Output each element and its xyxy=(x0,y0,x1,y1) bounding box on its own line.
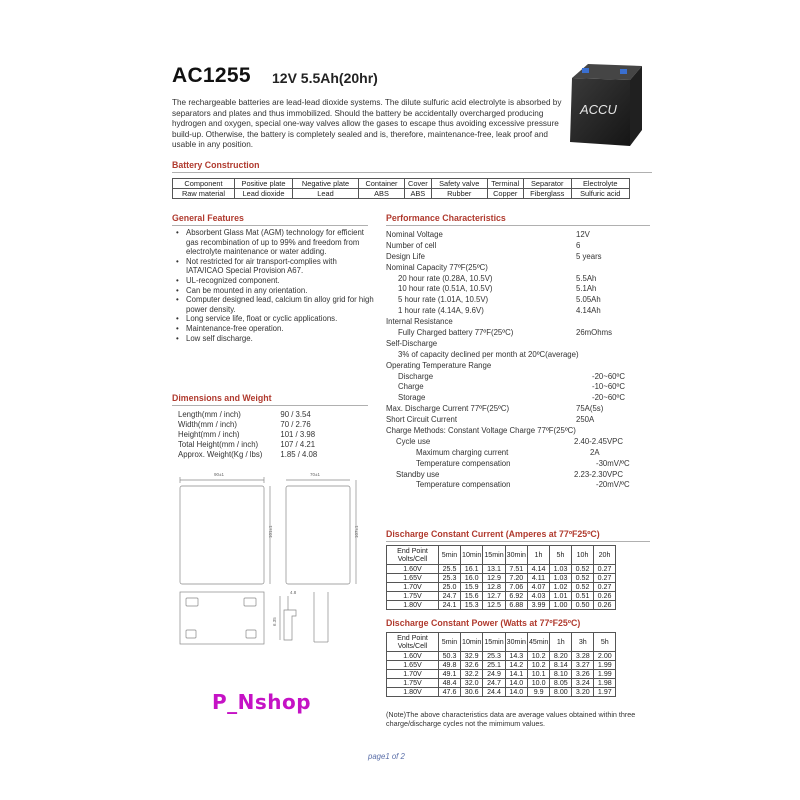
dimensions-title: Dimensions and Weight xyxy=(172,393,272,403)
discharge-value-cell: 32.2 xyxy=(461,670,483,679)
discharge-value-cell: 4.11 xyxy=(527,574,549,583)
dimension-value: 70 / 2.76 xyxy=(280,420,311,429)
performance-row xyxy=(386,241,646,252)
depth-dim-label: 70±1 xyxy=(310,472,320,477)
construction-header-cell: Separator xyxy=(523,179,571,189)
discharge-value-cell: 0.26 xyxy=(593,592,615,601)
features-title: General Features xyxy=(172,213,244,223)
discharge-value-cell: 8.00 xyxy=(550,688,572,697)
shop-watermark: P_Nshop xyxy=(212,690,312,714)
discharge-column-header: 1h xyxy=(550,633,572,652)
dimension-row xyxy=(178,410,317,420)
construction-header-cell: Component xyxy=(173,179,235,189)
performance-row xyxy=(386,470,646,481)
discharge-value-cell: 3.24 xyxy=(572,679,594,688)
performance-value: 2A xyxy=(590,447,600,457)
dimension-label: Width(mm / inch) xyxy=(178,420,237,429)
performance-label: Maximum charging current xyxy=(416,447,509,457)
discharge-value-cell: 14.0 xyxy=(505,679,527,688)
performance-label: Temperature compensation xyxy=(416,458,511,468)
construction-header-cell: Safety valve xyxy=(431,179,487,189)
discharge-value-cell: 24.1 xyxy=(439,601,461,610)
discharge-value-cell: 3.27 xyxy=(572,661,594,670)
discharge-row xyxy=(387,574,616,583)
performance-value: -20mV/ºC xyxy=(596,480,630,490)
performance-value: 2.40-2.45VPC xyxy=(574,436,623,446)
discharge-value-cell: 10.1 xyxy=(527,670,549,679)
performance-label: Design Life xyxy=(386,251,426,261)
feature-item: • Can be mounted in any orientation. xyxy=(176,286,376,296)
performance-value: -30mV/ºC xyxy=(596,458,630,468)
discharge-column-header: 5min xyxy=(439,633,461,652)
performance-row xyxy=(386,295,646,306)
discharge-value-cell: 4.03 xyxy=(527,592,549,601)
discharge-value-cell: 0.51 xyxy=(571,592,593,601)
discharge-row xyxy=(387,688,616,697)
discharge-value-cell: 0.52 xyxy=(571,565,593,574)
performance-label: Cycle use xyxy=(396,436,431,446)
performance-label: Fully Charged battery 77ºF(25ºC) xyxy=(398,328,514,338)
performance-row xyxy=(386,274,646,285)
performance-row xyxy=(386,350,646,361)
feature-item: • Computer designed lead, calcium tin alloy grid for high power density. xyxy=(176,295,376,314)
construction-title: Battery Construction xyxy=(172,160,260,170)
feature-item: • Not restricted for air transport-complies with IATA/ICAO Special Provision A67. xyxy=(176,257,376,276)
construction-value-cell: ABS xyxy=(405,189,432,199)
feature-item: • Absorbent Glass Mat (AGM) technology for efficient gas recombination of up to 99% and freedom from electrolyte maintenance or water adding. xyxy=(176,228,376,257)
construction-table xyxy=(172,178,630,199)
page-indicator: page1 of 2 xyxy=(368,752,405,761)
dimension-row xyxy=(178,450,317,460)
discharge-value-cell: 25.5 xyxy=(439,565,461,574)
features-list xyxy=(176,228,376,343)
performance-row xyxy=(386,382,646,393)
discharge-power-title: Discharge Constant Power (Watts at 77ºF25ºC) xyxy=(386,618,581,628)
discharge-value-cell: 14.2 xyxy=(505,661,527,670)
performance-title: Performance Characteristics xyxy=(386,213,506,223)
discharge-value-cell: 16.0 xyxy=(461,574,483,583)
performance-value: 5.05Ah xyxy=(576,295,601,305)
performance-value: -20~60ºC xyxy=(592,393,625,403)
model-spec: 12V 5.5Ah(20hr) xyxy=(272,70,378,86)
height-dim-label-1: 101±1 xyxy=(268,525,273,538)
discharge-value-cell: 1.00 xyxy=(549,601,571,610)
performance-label: Discharge xyxy=(398,371,434,381)
construction-header-cell: Terminal xyxy=(487,179,523,189)
discharge-value-cell: 0.27 xyxy=(593,565,615,574)
discharge-column-header: 1h xyxy=(527,546,549,565)
feature-item: • Low self discharge. xyxy=(176,334,376,344)
performance-label: Self-Discharge xyxy=(386,338,438,348)
performance-label: Max. Discharge Current 77ºF(25ºC) xyxy=(386,404,510,414)
dimension-value: 107 / 4.21 xyxy=(280,440,316,449)
discharge-voltage-cell: 1.65V xyxy=(387,574,439,583)
performance-row xyxy=(386,404,646,415)
discharge-value-cell: 2.00 xyxy=(594,652,616,661)
performance-label: Charge xyxy=(398,382,424,392)
discharge-column-header: 5min xyxy=(439,546,461,565)
dimensions-table xyxy=(178,410,317,460)
performance-value: 6 xyxy=(576,240,581,250)
technical-drawing xyxy=(170,466,370,656)
discharge-row xyxy=(387,565,616,574)
discharge-value-cell: 7.20 xyxy=(505,574,527,583)
discharge-value-cell: 4.07 xyxy=(527,583,549,592)
dimension-label: Height(mm / inch) xyxy=(178,430,240,439)
feature-item: • Long service life, float or cyclic applications. xyxy=(176,314,376,324)
discharge-value-cell: 15.6 xyxy=(461,592,483,601)
feature-item: • Maintenance-free operation. xyxy=(176,324,376,334)
discharge-column-header: 10min xyxy=(461,633,483,652)
discharge-value-cell: 24.4 xyxy=(483,688,505,697)
performance-value: 26mOhms xyxy=(576,328,612,338)
performance-value: 2.23-2.30VPC xyxy=(574,469,623,479)
performance-row xyxy=(386,448,646,459)
construction-value-cell: Fiberglass xyxy=(523,189,571,199)
performance-label: Internal Resistance xyxy=(386,317,453,327)
discharge-value-cell: 7.06 xyxy=(505,583,527,592)
discharge-row xyxy=(387,661,616,670)
performance-label: 20 hour rate (0.28A, 10.5V) xyxy=(398,273,493,283)
discharge-value-cell: 14.3 xyxy=(505,652,527,661)
discharge-value-cell: 3.20 xyxy=(572,688,594,697)
discharge-value-cell: 47.6 xyxy=(439,688,461,697)
performance-row xyxy=(386,437,646,448)
performance-row xyxy=(386,328,646,339)
discharge-value-cell: 1.03 xyxy=(549,574,571,583)
performance-value: 250A xyxy=(576,415,595,425)
performance-value: 5.1Ah xyxy=(576,284,597,294)
performance-label: Nominal Capacity 77ºF(25ºC) xyxy=(386,262,488,272)
discharge-value-cell: 32.9 xyxy=(461,652,483,661)
performance-row xyxy=(386,459,646,470)
discharge-value-cell: 12.7 xyxy=(483,592,505,601)
construction-value-cell: Lead xyxy=(293,189,359,199)
discharge-value-cell: 3.99 xyxy=(527,601,549,610)
performance-rule xyxy=(386,225,650,226)
performance-row xyxy=(386,480,646,491)
performance-label: Temperature compensation xyxy=(416,480,511,490)
discharge-value-cell: 25.0 xyxy=(439,583,461,592)
dimension-row xyxy=(178,440,317,450)
discharge-current-rule xyxy=(386,541,650,542)
discharge-value-cell: 1.98 xyxy=(594,679,616,688)
discharge-value-cell: 0.27 xyxy=(593,574,615,583)
discharge-value-cell: 0.52 xyxy=(571,583,593,592)
dimension-label: Total Height(mm / inch) xyxy=(178,440,259,449)
discharge-row xyxy=(387,592,616,601)
discharge-value-cell: 1.02 xyxy=(549,583,571,592)
discharge-value-cell: 32.0 xyxy=(461,679,483,688)
discharge-value-cell: 1.03 xyxy=(549,565,571,574)
feature-item: • UL-recognized component. xyxy=(176,276,376,286)
performance-row xyxy=(386,230,646,241)
discharge-value-cell: 15.3 xyxy=(461,601,483,610)
construction-value-cell: Rubber xyxy=(431,189,487,199)
discharge-corner-cell: End Point Volts/Cell xyxy=(387,546,439,565)
performance-value: 12V xyxy=(576,230,590,239)
discharge-column-header: 5h xyxy=(549,546,571,565)
features-rule xyxy=(172,225,368,226)
performance-label: Standby use xyxy=(396,469,440,479)
dimension-value: 101 / 3.98 xyxy=(280,430,316,439)
discharge-column-header: 15min xyxy=(483,633,505,652)
discharge-value-cell: 30.6 xyxy=(461,688,483,697)
discharge-value-cell: 6.92 xyxy=(505,592,527,601)
performance-value: 4.14Ah xyxy=(576,306,601,316)
discharge-value-cell: 6.88 xyxy=(505,601,527,610)
dimension-value: 1.85 / 4.08 xyxy=(280,450,318,459)
discharge-value-cell: 10.2 xyxy=(527,652,549,661)
construction-header-cell: Positive plate xyxy=(235,179,293,189)
discharge-value-cell: 10.2 xyxy=(527,661,549,670)
discharge-value-cell: 1.99 xyxy=(594,661,616,670)
discharge-current-title: Discharge Constant Current (Amperes at 77ºF25ºC) xyxy=(386,529,600,539)
terminal-dim-label-1: 4.8 xyxy=(290,590,297,595)
dimensions-rule xyxy=(172,405,368,406)
discharge-column-header: 10min xyxy=(461,546,483,565)
performance-row xyxy=(386,306,646,317)
construction-value-cell: Copper xyxy=(487,189,523,199)
discharge-value-cell: 0.26 xyxy=(593,601,615,610)
discharge-value-cell: 1.99 xyxy=(594,670,616,679)
construction-header-cell: Cover xyxy=(405,179,432,189)
battery-label: ACCU xyxy=(580,102,617,117)
discharge-value-cell: 16.1 xyxy=(461,565,483,574)
discharge-value-cell: 10.0 xyxy=(527,679,549,688)
discharge-value-cell: 15.9 xyxy=(461,583,483,592)
discharge-column-header: 30min xyxy=(505,546,527,565)
performance-label: Charge Methods: Constant Voltage Charge 77ºF(25ºC) xyxy=(386,426,576,436)
performance-row xyxy=(386,252,646,263)
discharge-column-header: 15min xyxy=(483,546,505,565)
construction-value-cell: ABS xyxy=(359,189,405,199)
discharge-column-header: 5h xyxy=(594,633,616,652)
discharge-value-cell: 1.97 xyxy=(594,688,616,697)
construction-value-cell: Lead dioxide xyxy=(235,189,293,199)
discharge-value-cell: 49.8 xyxy=(439,661,461,670)
discharge-column-header: 45min xyxy=(527,633,549,652)
performance-value: -10~60ºC xyxy=(592,382,625,392)
dimension-label: Approx. Weight(Kg / lbs) xyxy=(178,450,263,459)
discharge-value-cell: 3.28 xyxy=(572,652,594,661)
performance-label: 10 hour rate (0.51A, 10.5V) xyxy=(398,284,493,294)
discharge-column-header: 30min xyxy=(505,633,527,652)
performance-row xyxy=(386,263,646,274)
discharge-value-cell: 32.6 xyxy=(461,661,483,670)
performance-label: Nominal Voltage xyxy=(386,230,443,239)
discharge-value-cell: 0.27 xyxy=(593,583,615,592)
discharge-row xyxy=(387,652,616,661)
construction-header-cell: Electrolyte xyxy=(571,179,629,189)
discharge-voltage-cell: 1.65V xyxy=(387,661,439,670)
performance-list xyxy=(386,230,646,491)
performance-value: 5 years xyxy=(576,251,602,261)
discharge-voltage-cell: 1.80V xyxy=(387,601,439,610)
discharge-row xyxy=(387,601,616,610)
performance-label: Operating Temperature Range xyxy=(386,360,492,370)
discharge-value-cell: 50.3 xyxy=(439,652,461,661)
width-dim-label: 90±1 xyxy=(214,472,224,477)
discharge-value-cell: 14.0 xyxy=(505,688,527,697)
discharge-value-cell: 3.26 xyxy=(572,670,594,679)
discharge-header-row xyxy=(387,546,616,565)
discharge-value-cell: 25.1 xyxy=(483,661,505,670)
construction-header-cell: Container xyxy=(359,179,405,189)
discharge-power-table xyxy=(386,632,616,697)
performance-label: Storage xyxy=(398,393,426,403)
performance-row xyxy=(386,415,646,426)
discharge-voltage-cell: 1.75V xyxy=(387,679,439,688)
model-title: AC1255 xyxy=(172,64,251,87)
discharge-column-header: 10h xyxy=(571,546,593,565)
discharge-voltage-cell: 1.80V xyxy=(387,688,439,697)
discharge-value-cell: 12.5 xyxy=(483,601,505,610)
intro-paragraph: The rechargeable batteries are lead-lead dioxide systems. The dilute sulfuric acid electrolyte is absorbed by separators and plates and thus immobilized. Should the battery be accidentally overcharged producing hydrogen and oxygen, special one-way valves allow the gases to escape thus avoiding excessive pressure build-up. Otherwise, the battery is completely sealed and is, therefore, maintenance-free, leak proof and usable in any position. xyxy=(172,98,562,150)
performance-label: Short Circuit Current xyxy=(386,415,458,425)
performance-label: 1 hour rate (4.14A, 9.6V) xyxy=(398,306,484,316)
discharge-value-cell: 8.14 xyxy=(550,661,572,670)
discharge-header-row xyxy=(387,633,616,652)
note-text: (Note)The above characteristics data are average values obtained within three charge/discharge cycles not the mimimum values. xyxy=(386,710,636,728)
dimension-row xyxy=(178,420,317,430)
dimension-row xyxy=(178,430,317,440)
performance-value: 5.5Ah xyxy=(576,273,597,283)
discharge-value-cell: 49.1 xyxy=(439,670,461,679)
discharge-value-cell: 12.8 xyxy=(483,583,505,592)
discharge-voltage-cell: 1.75V xyxy=(387,592,439,601)
discharge-value-cell: 14.1 xyxy=(505,670,527,679)
construction-rule xyxy=(172,172,652,173)
discharge-row xyxy=(387,670,616,679)
construction-value-cell: Sulfuric acid xyxy=(571,189,629,199)
performance-row xyxy=(386,372,646,383)
performance-value: 75A(5s) xyxy=(576,404,604,414)
discharge-value-cell: 12.9 xyxy=(483,574,505,583)
dimension-value: 90 / 3.54 xyxy=(280,410,311,419)
performance-label: Number of cell xyxy=(386,240,437,250)
discharge-value-cell: 8.05 xyxy=(550,679,572,688)
discharge-value-cell: 8.20 xyxy=(550,652,572,661)
performance-row xyxy=(386,284,646,295)
discharge-row xyxy=(387,679,616,688)
discharge-value-cell: 4.14 xyxy=(527,565,549,574)
discharge-column-header: 3h xyxy=(572,633,594,652)
performance-value: -20~60ºC xyxy=(592,371,625,381)
discharge-value-cell: 0.50 xyxy=(571,601,593,610)
discharge-current-table xyxy=(386,545,616,610)
discharge-value-cell: 48.4 xyxy=(439,679,461,688)
performance-row xyxy=(386,317,646,328)
discharge-value-cell: 24.7 xyxy=(483,679,505,688)
discharge-row xyxy=(387,583,616,592)
discharge-voltage-cell: 1.60V xyxy=(387,565,439,574)
discharge-value-cell: 9.9 xyxy=(527,688,549,697)
performance-row xyxy=(386,339,646,350)
discharge-value-cell: 8.10 xyxy=(550,670,572,679)
construction-value-cell: Raw material xyxy=(173,189,235,199)
discharge-column-header: 20h xyxy=(593,546,615,565)
discharge-value-cell: 24.9 xyxy=(483,670,505,679)
discharge-value-cell: 13.1 xyxy=(483,565,505,574)
discharge-voltage-cell: 1.60V xyxy=(387,652,439,661)
dimension-label: Length(mm / inch) xyxy=(178,410,241,419)
discharge-voltage-cell: 1.70V xyxy=(387,583,439,592)
performance-row xyxy=(386,361,646,372)
discharge-corner-cell: End Point Volts/Cell xyxy=(387,633,439,652)
discharge-value-cell: 25.3 xyxy=(483,652,505,661)
performance-row xyxy=(386,426,646,437)
performance-label: 5 hour rate (1.01A, 10.5V) xyxy=(398,295,489,305)
discharge-value-cell: 7.51 xyxy=(505,565,527,574)
construction-header-cell: Negative plate xyxy=(293,179,359,189)
discharge-value-cell: 25.3 xyxy=(439,574,461,583)
terminal-dim-label-2: 6.35 xyxy=(272,617,277,626)
height-dim-label-2: 107±1 xyxy=(354,525,359,538)
discharge-value-cell: 24.7 xyxy=(439,592,461,601)
performance-row xyxy=(386,393,646,404)
performance-label: 3% of capacity declined per month at 20ºC(average) xyxy=(398,349,579,359)
battery-product-image xyxy=(558,56,654,152)
discharge-value-cell: 0.52 xyxy=(571,574,593,583)
discharge-value-cell: 1.01 xyxy=(549,592,571,601)
discharge-voltage-cell: 1.70V xyxy=(387,670,439,679)
